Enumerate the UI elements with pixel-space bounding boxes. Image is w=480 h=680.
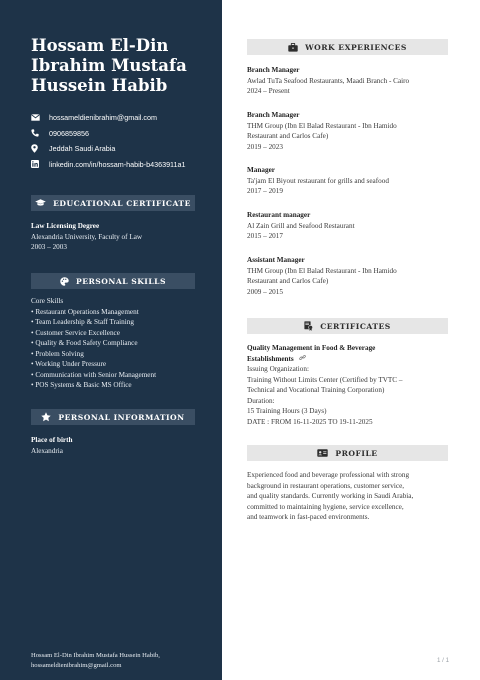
job-dates: 2024 – Present (247, 87, 290, 95)
education-degree: Law Licensing Degree (31, 222, 100, 230)
education-heading-text: EDUCATIONAL CERTIFICATE (53, 198, 191, 208)
location-pin-icon (31, 144, 45, 153)
job-employer: THM Group (Ibn El Balad Restaurant - Ibn Hamido (247, 121, 397, 130)
contact-email[interactable] (31, 110, 216, 126)
certificate-title: Quality Management in Food & Beverage (247, 344, 376, 352)
profile-line: background in restaurant operations, customer service, (247, 481, 405, 490)
certificate-detail: 15 Training Hours (3 Days) (247, 407, 327, 416)
job-title: Manager (247, 166, 275, 174)
certificate-title-cont (247, 354, 457, 365)
job-dates: 2017 – 2019 (247, 187, 283, 195)
phone-text: 0906859856 (49, 128, 89, 138)
linkedin-icon (31, 160, 45, 168)
main-column (222, 0, 480, 680)
certificate-title-line2: Establishments (247, 354, 294, 363)
personal-info-entry (31, 435, 216, 456)
phone-icon (31, 129, 45, 137)
page-number: 1 / 1 (437, 657, 450, 664)
sidebar (0, 0, 222, 680)
name-line: Hossam El-Din (31, 36, 169, 55)
skill-item: • Restaurant Operations Management (31, 307, 139, 316)
experience-item (247, 255, 457, 297)
graduation-cap-icon (35, 199, 46, 207)
profile-heading-text: PROFILE (335, 448, 378, 458)
education-school: Alexandria University, Faculty of Law (31, 232, 143, 241)
star-icon (41, 412, 51, 422)
skill-item: • Problem Solving (31, 349, 84, 358)
name-line: Hussein Habib (31, 76, 168, 95)
place-of-birth-label: Place of birth (31, 436, 73, 444)
job-title: Branch Manager (247, 111, 300, 119)
certificate-icon (304, 321, 313, 331)
work-experience-heading (247, 39, 448, 55)
profile-line: committed to maintaining hygiene, service excellence, (247, 502, 404, 511)
certificate-item (247, 343, 457, 427)
certificate-detail: Duration: (247, 396, 275, 405)
location-text: Jeddah Saudi Arabia (49, 144, 116, 154)
experience-item (247, 110, 457, 152)
certificate-detail: Technical and Vocational Training Corporation) (247, 386, 385, 395)
education-heading (31, 195, 195, 211)
job-title: Restaurant manager (247, 211, 311, 219)
job-employer: Restaurant and Carlos Cafe) (247, 132, 329, 140)
skill-item: • Quality & Food Safety Compliance (31, 339, 138, 347)
job-employer: THM Group (Ibn El Balad Restaurant - Ibn Hamido (247, 266, 397, 275)
skills-heading (31, 273, 195, 289)
profile-line: and teamwork in fast-paced environments. (247, 513, 370, 522)
profile-line: and quality standards. Currently working in Saudi Arabia, (247, 492, 414, 501)
job-dates: 2009 – 2015 (247, 287, 283, 296)
job-title: Assistant Manager (247, 256, 305, 264)
skill-item: • Team Leadership & Staff Training (31, 318, 134, 326)
skill-item: • Customer Service Excellence (31, 328, 120, 337)
palette-icon (60, 277, 69, 286)
job-dates: 2015 – 2017 (247, 232, 283, 240)
personal-info-heading (31, 409, 195, 425)
skills-intro: Core Skills (31, 297, 64, 305)
job-employer: Ta'jam El Biyout restaurant for grills and seafood (247, 176, 389, 185)
contact-location (31, 141, 216, 157)
envelope-icon (31, 114, 45, 121)
briefcase-icon (288, 43, 298, 52)
profile-heading (247, 445, 448, 461)
job-title: Branch Manager (247, 66, 300, 74)
job-employer: Awlad TuTa Seafood Restaurants, Maadi Branch - Cairo (247, 76, 410, 85)
link-icon[interactable] (299, 354, 306, 365)
skills-heading-text: PERSONAL SKILLS (75, 276, 167, 286)
experience-item (247, 210, 457, 242)
skill-item: • POS Systems & Basic MS Office (31, 381, 132, 389)
place-of-birth-value: Alexandria (31, 446, 63, 455)
skill-item: • Working Under Pressure (31, 360, 107, 368)
name-line: Ibrahim Mustafa (31, 56, 187, 75)
education-entry (31, 221, 216, 253)
certificates-heading-text: CERTIFICATES (320, 321, 391, 331)
job-employer: Restaurant and Carlos Cafe) (247, 277, 329, 285)
job-dates: 2019 – 2023 (247, 142, 283, 151)
personal-info-heading-text: PERSONAL INFORMATION (58, 412, 185, 422)
education-dates: 2003 – 2003 (31, 243, 67, 251)
experience-item (247, 165, 457, 197)
person-name (31, 36, 216, 96)
profile-summary (247, 470, 452, 523)
certificate-detail: DATE : FROM 16-11-2025 TO 19-11-2025 (247, 417, 373, 426)
contact-list (31, 110, 216, 172)
job-employer: Al Zain Grill and Seafood Restaurant (247, 221, 355, 230)
certificate-detail: Training Without Limits Center (Certified by TVTC – (247, 375, 403, 384)
skills-list (31, 296, 216, 391)
certificate-detail: Issuing Organization: (247, 365, 309, 374)
experience-item (247, 65, 457, 97)
footer-contact (31, 651, 216, 671)
linkedin-text: linkedin.com/in/hossam-habib-b4363911a1 (49, 159, 186, 169)
id-card-icon (317, 449, 328, 457)
certificates-heading (247, 318, 448, 334)
footer-name: Hossam El-Din Ibrahim Mustafa Hussein Habib, (31, 652, 160, 659)
work-experience-heading-text: WORK EXPERIENCES (305, 42, 407, 52)
contact-linkedin[interactable] (31, 157, 216, 173)
contact-phone[interactable] (31, 126, 216, 142)
email-text: hossameldienibrahim@gmail.com (49, 113, 157, 123)
profile-line: Experienced food and beverage professional with strong (247, 471, 410, 479)
footer-email: hossameldienibrahim@gmail.com (31, 662, 122, 669)
skill-item: • Communication with Senior Management (31, 370, 157, 379)
